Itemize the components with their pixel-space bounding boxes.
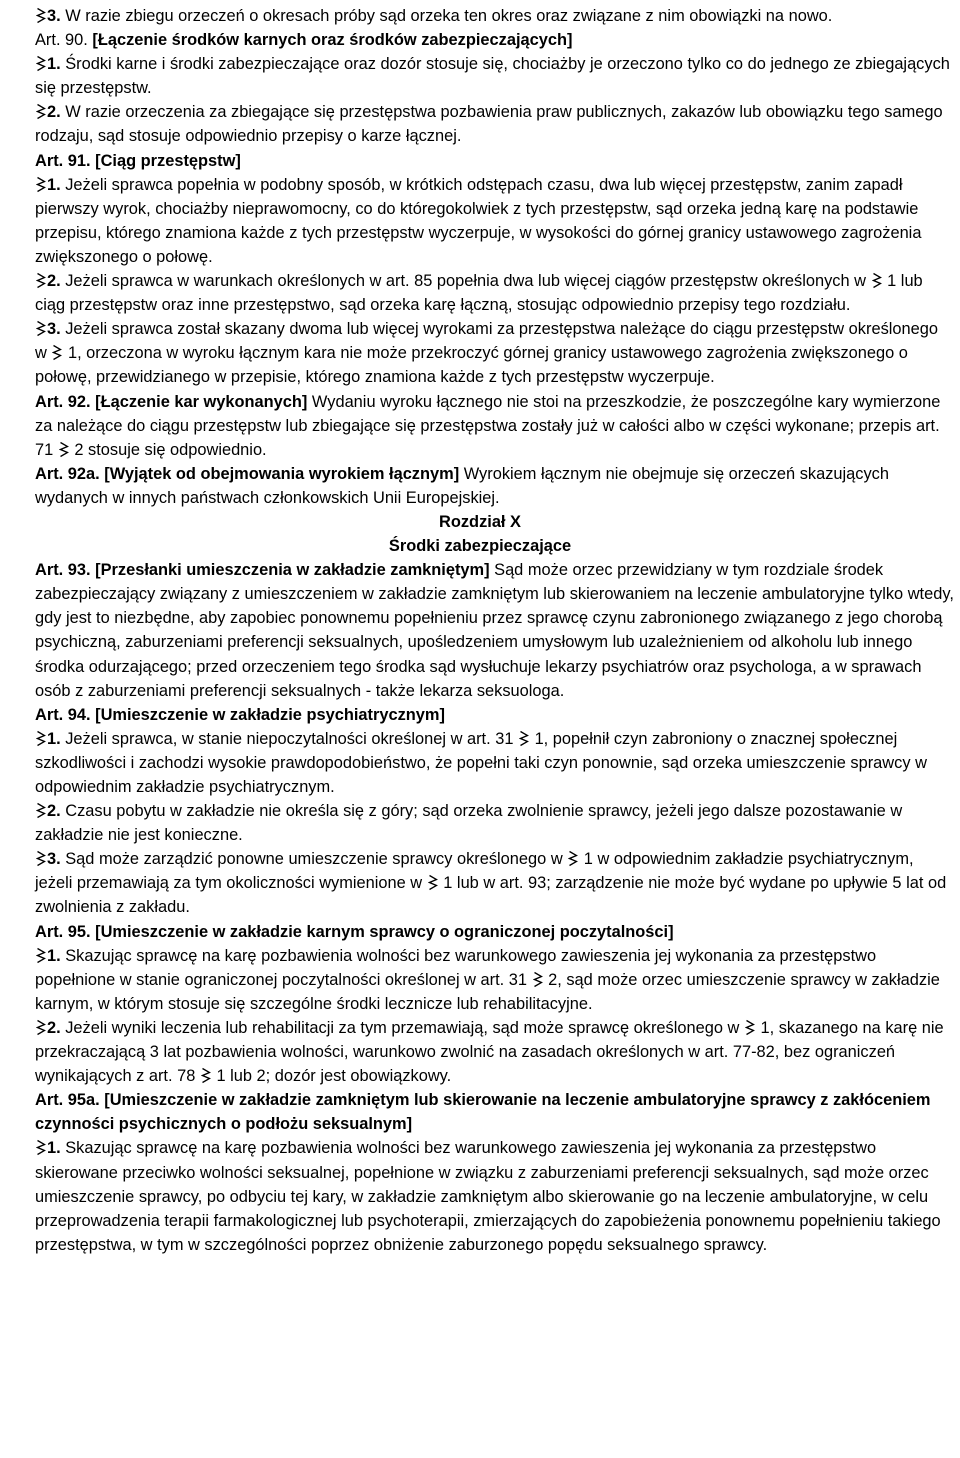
text: 1, popełnił czyn zabroniony o znacznej społecznej szkodliwości i zachodzi wysokie prawdopodobieństwo, że popełni taki czyn ponownie, sąd orzeka umieszczenie sprawcy w odpowiednim zakładzie psychiatrycznym. bbox=[35, 729, 927, 796]
bold-text: Rozdział X bbox=[439, 512, 521, 531]
paragraph bbox=[6, 100, 954, 148]
text: 1 w odpowiednim zakładzie psychiatrycznym, jeżeli przemawiają za tym okoliczności wymienione w bbox=[35, 850, 914, 893]
bold-text: 3. bbox=[47, 320, 61, 339]
text: Art. 90. bbox=[35, 31, 93, 50]
section-sign-icon bbox=[36, 850, 46, 867]
bold-text: [Łączenie środków karnych oraz środków zabezpieczających] bbox=[92, 31, 573, 50]
bold-text: 3. bbox=[47, 7, 61, 25]
paragraph bbox=[6, 4, 954, 28]
text: 1, orzeczona w wyroku łącznym kara nie może przekroczyć górnej granicy ustawowego zagrożenia zwiększonego o połowę, przewidzianego w przepisie, którego znamiona każde z tych przestępstw wyczerpuje. bbox=[35, 344, 908, 387]
text: Jeżeli sprawca, w stanie niepoczytalności określonej w art. 31 bbox=[60, 729, 519, 748]
section-sign-icon bbox=[52, 344, 62, 361]
section-sign-icon bbox=[533, 971, 543, 988]
section-sign-icon bbox=[519, 730, 529, 747]
paragraph bbox=[6, 920, 954, 944]
text: Skazując sprawcę na karę pozbawienia wolności bez warunkowego zawieszenia jej wykonania za przestępstwo skierowane przeciwko wolności seksualnej, popełnione w związku z zaburzeniami preferencji seksualnych, sąd może orzec umieszczenie sprawcy, po odbyciu tej kary, w zakładzie zamkniętym albo skierowanie go na leczenie ambulatoryjne, w celu przeprowadzenia terapii farmakologicznej lub psychoterapii, zmierzających do zapobieżenia ponownemu popełnieniu takiego przestępstwa, w tym w szczególności poprzez obniżenie zaburzonego popędu seksualnego sprawcy. bbox=[35, 1139, 941, 1254]
paragraph bbox=[6, 944, 954, 1016]
paragraph bbox=[6, 799, 954, 847]
paragraph bbox=[6, 173, 954, 269]
section-sign-icon bbox=[36, 802, 46, 819]
text: 2, sąd może orzec umieszczenie sprawcy w zakładzie karnym, w którym stosuje się szczególne środki lecznicze lub rehabilitacyjne. bbox=[35, 970, 940, 1013]
section-sign-icon bbox=[36, 272, 46, 289]
paragraph bbox=[6, 149, 954, 173]
paragraph bbox=[6, 727, 954, 799]
text: Wydaniu wyroku łącznego nie stoi na przeszkodzie, że poszczególne kary wymierzone za należące do ciągu przestępstw lub zbiegające się przestępstwa zostały już w całości albo w części wykonane; przepis art. 71 bbox=[35, 392, 941, 459]
text: Jeżeli wyniki leczenia lub rehabilitacji za tym przemawiają, sąd może sprawcę określonego w bbox=[60, 1018, 744, 1037]
text: Sąd może zarządzić ponowne umieszczenie sprawcy określonego w bbox=[60, 850, 568, 869]
chapter-heading bbox=[6, 534, 954, 558]
text: Wyrokiem łącznym nie obejmuje się orzeczeń skazujących wydanych w innych państwach członkowskich Unii Europejskiej. bbox=[35, 464, 889, 507]
chapter-heading bbox=[6, 510, 954, 534]
bold-text: Art. 95. [Umieszczenie w zakładzie karnym sprawcy o ograniczonej poczytalności] bbox=[35, 922, 674, 941]
section-sign-icon bbox=[745, 1019, 755, 1036]
section-sign-icon bbox=[36, 730, 46, 747]
text: 2 stosuje się odpowiednio. bbox=[69, 440, 267, 459]
section-sign-icon bbox=[428, 874, 438, 891]
paragraph bbox=[6, 390, 954, 462]
paragraph bbox=[6, 1016, 954, 1088]
text: 1 lub 2; dozór jest obowiązkowy. bbox=[211, 1067, 452, 1086]
text: W razie zbiegu orzeczeń o okresach próby sąd orzeka ten okres oraz związane z nim obowiązki na nowo. bbox=[60, 7, 833, 25]
bold-text: 2. bbox=[47, 802, 61, 821]
paragraph bbox=[6, 847, 954, 919]
bold-text: 2. bbox=[47, 272, 61, 291]
section-sign-icon bbox=[59, 441, 69, 458]
section-sign-icon bbox=[36, 947, 46, 964]
bold-text: Art. 93. [Przesłanki umieszczenia w zakładzie zamkniętym] bbox=[35, 561, 490, 580]
bold-text: 2. bbox=[47, 1018, 61, 1037]
paragraph bbox=[6, 28, 954, 52]
bold-text: Art. 95a. [Umieszczenie w zakładzie zamkniętym lub skierowanie na leczenie ambulatoryjne sprawcy z zakłóceniem czynności psychicznych o podłożu seksualnym] bbox=[35, 1091, 931, 1134]
section-sign-icon bbox=[36, 320, 46, 337]
bold-text: Art. 92. [Łączenie kar wykonanych] bbox=[35, 392, 308, 411]
paragraph bbox=[6, 703, 954, 727]
paragraph bbox=[6, 558, 954, 703]
section-sign-icon bbox=[872, 272, 882, 289]
section-sign-icon bbox=[36, 1019, 46, 1036]
text: Jeżeli sprawca został skazany dwoma lub więcej wyrokami za przestępstwa należące do ciągu przestępstw określonego w bbox=[35, 320, 938, 363]
text: Jeżeli sprawca w warunkach określonych w art. 85 popełnia dwa lub więcej ciągów przestępstw określonych w bbox=[60, 272, 871, 291]
bold-text: 3. bbox=[47, 850, 61, 869]
section-sign-icon bbox=[201, 1067, 211, 1084]
section-sign-icon bbox=[36, 7, 46, 24]
bold-text: Art. 92a. [Wyjątek od obejmowania wyrokiem łącznym] bbox=[35, 464, 460, 483]
text: Skazując sprawcę na karę pozbawienia wolności bez warunkowego zawieszenia jej wykonania za przestępstwo popełnione w stanie ograniczonej poczytalności określonej w art. 31 bbox=[35, 946, 877, 989]
text: 1 lub ciąg przestępstw oraz inne przestępstwo, sąd orzeka karę łączną, stosując odpowiednio przepisy tego rozdziału. bbox=[35, 272, 923, 315]
bold-text: Art. 94. [Umieszczenie w zakładzie psychiatrycznym] bbox=[35, 705, 445, 724]
paragraph bbox=[6, 52, 954, 100]
bold-text: Art. 91. [Ciąg przestępstw] bbox=[35, 151, 241, 170]
section-sign-icon bbox=[568, 850, 578, 867]
bold-text: Środki zabezpieczające bbox=[388, 537, 572, 556]
section-sign-icon bbox=[36, 1139, 46, 1156]
paragraph bbox=[6, 1136, 954, 1256]
paragraph bbox=[6, 462, 954, 510]
text: 1, skazanego na karę nie przekraczającą 3 lat pozbawienia wolności, warunkowo zwolnić na zasadach określonych w art. 77-82, bez ograniczeń wynikających z art. 78 bbox=[35, 1018, 944, 1086]
section-sign-icon bbox=[36, 55, 46, 72]
bold-text: 1. bbox=[47, 946, 61, 965]
bold-text: 2. bbox=[47, 103, 61, 122]
text: Sąd może orzec przewidziany w tym rozdziale środek zabezpieczający związany z umieszczeniem w zakładzie zamkniętym lub skierowaniem na leczenie ambulatoryjne tylko wtedy, gdy jest to niezbędne, aby zapobiec ponownemu popełnieniu przez sprawcę czynu zabronionego związanego z jego chorobą psychiczną, zaburzeniami preferencji seksualnych, upośledzeniem umysłowym lub uzależnieniem od alkoholu lub innego środka odurzającego; przed orzeczeniem tego środka sąd wysłuchuje lekarzy psychiatrów oraz psychologa, a w sprawach osób z zaburzeniami preferencji seksualnych - także lekarza seksuologa. bbox=[35, 561, 954, 700]
section-sign-icon bbox=[36, 103, 46, 120]
text: Środki karne i środki zabezpieczające oraz dozór stosuje się, chociażby je orzeczono tylko co do jednego ze zbiegających się przestępstw. bbox=[35, 55, 950, 98]
text: W razie orzeczenia za zbiegające się przestępstwa pozbawienia praw publicznych, zakazów lub obowiązku tego samego rodzaju, sąd stosuje odpowiednio przepisy o karze łącznej. bbox=[35, 103, 943, 146]
text: Jeżeli sprawca popełnia w podobny sposób, w krótkich odstępach czasu, dwa lub więcej przestępstw, zanim zapadł pierwszy wyrok, chociażby nieprawomocny, co do któregokolwiek z tych przestępstw, sąd orzeka jedną karę na podstawie przepisu, którego znamiona każde z tych przestępstw wyczerpuje, w wysokości do górnej granicy ustawowego zagrożenia zwiększonego o połowę. bbox=[35, 175, 922, 266]
bold-text: 1. bbox=[47, 55, 61, 74]
paragraph bbox=[6, 1088, 954, 1136]
bold-text: 1. bbox=[47, 1139, 61, 1158]
section-sign-icon bbox=[36, 176, 46, 193]
text: Czasu pobytu w zakładzie nie określa się z góry; sąd orzeka zwolnienie sprawcy, jeżeli jego dalsze pozostawanie w zakładzie nie jest konieczne. bbox=[35, 802, 903, 845]
paragraph bbox=[6, 317, 954, 389]
bold-text: 1. bbox=[47, 175, 61, 194]
text: 1 lub w art. 93; zarządzenie nie może być wydane po upływie 5 lat od zwolnienia z zakładu. bbox=[35, 874, 947, 917]
paragraph bbox=[6, 269, 954, 317]
bold-text: 1. bbox=[47, 729, 61, 748]
